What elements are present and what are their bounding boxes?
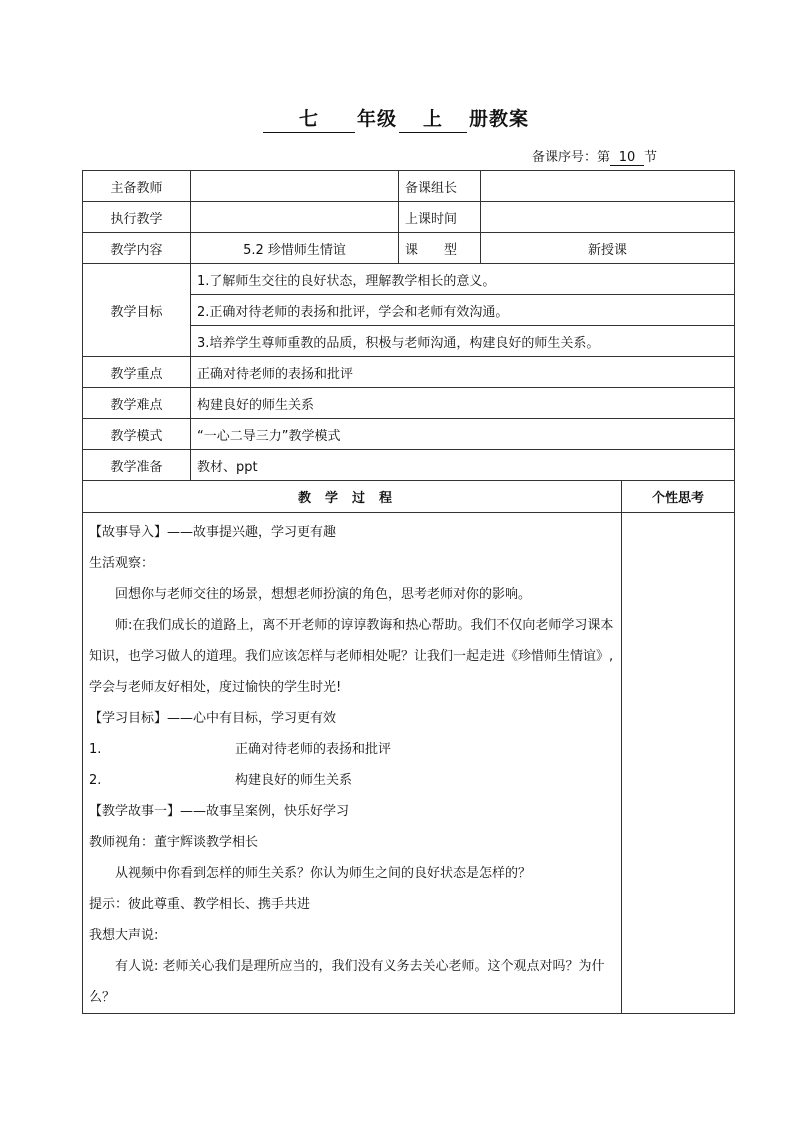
teacher-intro: 师:在我们成长的道路上，离不开老师的谆谆教诲和热心帮助。我们不仅向老师学习课本知识，也学习做人的道理。我们应该怎样与老师相处呢？让我们一起走进《珍惜师生情谊》,学会与老师友好相处，度过愉快的学生时光! bbox=[89, 618, 614, 695]
seq-unit: 节 bbox=[644, 150, 658, 165]
learning-goals-heading: 【学习目标】——心中有目标，学习更有效 bbox=[89, 711, 337, 726]
leader-label: 备课组长 bbox=[399, 171, 481, 202]
row-difficulty bbox=[83, 388, 735, 419]
row-teacher bbox=[83, 171, 735, 202]
type-value: 新授课 bbox=[481, 233, 735, 264]
teacher-value[interactable] bbox=[191, 171, 399, 202]
row-mode bbox=[83, 419, 735, 450]
note-value[interactable] bbox=[622, 513, 735, 1014]
content-label: 教学内容 bbox=[83, 233, 191, 264]
leader-value[interactable] bbox=[481, 171, 735, 202]
exec-value[interactable] bbox=[191, 202, 399, 233]
row-prep bbox=[83, 450, 735, 481]
goal-2-text: 构建良好的师生关系 bbox=[235, 773, 353, 788]
goal-1: 1.了解师生交往的良好状态，理解教学相长的意义。 bbox=[191, 264, 735, 295]
goal-1-text: 正确对待老师的表扬和批评 bbox=[235, 742, 392, 757]
row-key bbox=[83, 357, 735, 388]
row-goal-1 bbox=[83, 264, 735, 295]
key-label: 教学重点 bbox=[83, 357, 191, 388]
title-suffix: 册教案 bbox=[469, 108, 530, 130]
term-blank: 上 bbox=[399, 104, 467, 133]
time-label: 上课时间 bbox=[399, 202, 481, 233]
hint: 提示：彼此尊重、教学相长、携手共进 bbox=[89, 897, 311, 912]
difficulty-value: 构建良好的师生关系 bbox=[191, 388, 735, 419]
type-label: 课 型 bbox=[399, 233, 481, 264]
document-title bbox=[0, 104, 794, 133]
exec-label: 执行教学 bbox=[83, 202, 191, 233]
speak-out: 我想大声说: bbox=[89, 928, 159, 943]
learning-goal-1 bbox=[89, 734, 615, 765]
grade-blank: 七 bbox=[263, 104, 355, 133]
grade-suffix: 年级 bbox=[356, 108, 397, 130]
learning-goal-2 bbox=[89, 765, 615, 796]
goal-2-number: 2. bbox=[89, 773, 102, 788]
time-value[interactable] bbox=[481, 202, 735, 233]
story-intro-heading: 【故事导入】——故事提兴趣，学习更有趣 bbox=[89, 525, 337, 540]
difficulty-label: 教学难点 bbox=[83, 388, 191, 419]
process-body bbox=[83, 513, 622, 1014]
goal-1-number: 1. bbox=[89, 742, 102, 757]
row-process-header bbox=[83, 481, 735, 513]
key-value: 正确对待老师的表扬和批评 bbox=[191, 357, 735, 388]
observation-prompt: 回想你与老师交往的场景，想想老师扮演的角色，思考老师对你的影响。 bbox=[115, 587, 532, 602]
row-exec bbox=[83, 202, 735, 233]
goal-2: 2.正确对待老师的表扬和批评，学会和老师有效沟通。 bbox=[191, 295, 735, 326]
teacher-label: 主备教师 bbox=[83, 171, 191, 202]
prep-label: 教学准备 bbox=[83, 450, 191, 481]
lesson-plan-table bbox=[82, 170, 735, 1014]
seq-number: 10 bbox=[610, 150, 644, 166]
video-question: 从视频中你看到怎样的师生关系？你认为师生之间的良好状态是怎样的？ bbox=[115, 866, 532, 881]
row-content bbox=[83, 233, 735, 264]
goals-label: 教学目标 bbox=[83, 264, 191, 357]
process-header: 教学过程 bbox=[83, 481, 622, 513]
discussion-question: 有人说: 老师关心我们是理所应当的，我们没有义务去关心老师。这个观点对吗？为什么？ bbox=[89, 959, 605, 1005]
note-header: 个性思考 bbox=[622, 481, 735, 513]
lesson-sequence bbox=[532, 146, 657, 166]
story-one-heading: 【教学故事一】——故事呈案例，快乐好学习 bbox=[89, 804, 350, 819]
row-process-body bbox=[83, 513, 735, 1014]
prep-value: 教材、ppt bbox=[191, 450, 735, 481]
mode-value: “一心二导三力”教学模式 bbox=[191, 419, 735, 450]
content-value: 5.2 珍惜师生情谊 bbox=[191, 233, 399, 264]
goal-3: 3.培养学生尊师重教的品质，积极与老师沟通，构建良好的师生关系。 bbox=[191, 326, 735, 357]
seq-label: 备课序号：第 bbox=[532, 150, 611, 165]
teacher-perspective: 教师视角：董宇辉谈教学相长 bbox=[89, 835, 259, 850]
life-observation: 生活观察： bbox=[89, 556, 155, 571]
mode-label: 教学模式 bbox=[83, 419, 191, 450]
